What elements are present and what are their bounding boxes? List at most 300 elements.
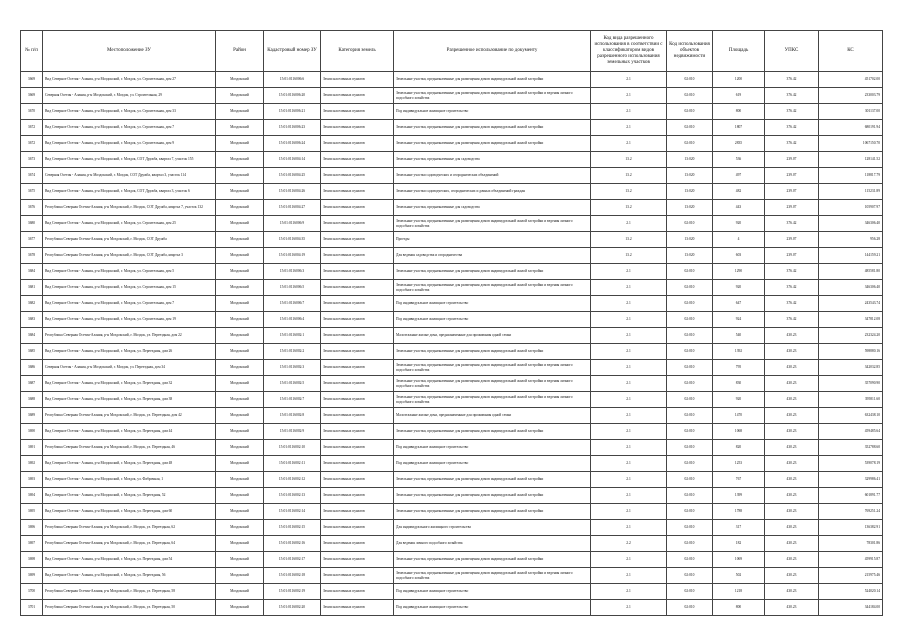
cell-col-upks: 376.42 (765, 104, 819, 120)
table-row (21, 504, 883, 520)
cell-col-ks: 632438.10 (819, 408, 883, 424)
cell-col-permitted-use: Под индивидуальное жилищное строительство (394, 312, 591, 328)
cell-col-area: 317 (713, 520, 765, 536)
cell-col-use-code: 13.2 (591, 184, 667, 200)
cell-col-use-code: 13.2 (591, 200, 667, 216)
cell-col-upks: 430.23 (765, 552, 819, 568)
cell-col-number: 3697 (21, 536, 43, 552)
cell-col-district: Моздокский (216, 232, 264, 248)
cell-col-upks: 430.23 (765, 376, 819, 392)
cell-col-use-code: 13.2 (591, 232, 667, 248)
cell-col-use-code: 2.1 (591, 600, 667, 616)
cell-col-land-category: Земли населенных пунктов (321, 312, 394, 328)
cell-col-ks: 144159.21 (819, 248, 883, 264)
cell-col-number: 3678 (21, 248, 43, 264)
table-row (21, 168, 883, 184)
cell-col-cadastral-number: 15:01:0116002:12 (264, 472, 321, 488)
cell-col-area: 536 (713, 152, 765, 168)
table-row (21, 216, 883, 232)
cell-col-property-code: 02:010 (667, 584, 713, 600)
cell-col-permitted-use: Земельные участки, предназначенные для садоводства (394, 152, 591, 168)
cell-col-permitted-use: Земельные участки, предназначенные для размещения домов индивидуальной жилой застройки и ведения личного подсобного хозяйства (394, 392, 591, 408)
cell-col-land-category: Земли населенных пунктов (321, 344, 394, 360)
table-row (21, 600, 883, 616)
cell-col-upks: 430.23 (765, 360, 819, 376)
table-row (21, 104, 883, 120)
column-header-col-land-category: Категория земель (321, 31, 394, 72)
cell-col-cadastral-number: 15:01:0116006:23 (264, 120, 321, 136)
cell-col-ks: 1067150.70 (819, 136, 883, 152)
cell-col-permitted-use: Для индивидуального жилищного строительства (394, 520, 591, 536)
cell-col-property-code: 02:010 (667, 88, 713, 104)
cell-col-number: 3686 (21, 360, 43, 376)
cell-col-ks: 598880.16 (819, 344, 883, 360)
cell-col-land-category: Земли населенных пунктов (321, 584, 394, 600)
cell-col-land-category: Земли населенных пунктов (321, 168, 394, 184)
cell-col-permitted-use: Земельные участки садоводческих, огороднических и дачных объединений граждан (394, 184, 591, 200)
cell-col-land-category: Земли населенных пунктов (321, 296, 394, 312)
cell-col-permitted-use: Под индивидуальное жилищное строительство (394, 584, 591, 600)
cell-col-area: 482 (713, 184, 765, 200)
cell-col-property-code: 02:010 (667, 120, 713, 136)
cell-col-location: Вид Северное Осетия - Алания, р-н Моздокский, г. Моздок, ул. Переездная, дом 38 (43, 392, 216, 408)
cell-col-cadastral-number: 15:01:0116002:11 (264, 456, 321, 472)
table-row (21, 376, 883, 392)
cell-col-property-code: 02:010 (667, 328, 713, 344)
cell-col-area: 800 (713, 600, 765, 616)
cell-col-use-code: 13.2 (591, 152, 667, 168)
cell-col-district: Моздокский (216, 88, 264, 104)
column-header-col-location: Местоположение ЗУ (43, 31, 216, 72)
cell-col-ks: 680191.94 (819, 120, 883, 136)
cell-col-upks: 376.42 (765, 216, 819, 232)
cell-col-cadastral-number: 15:01:0116002:3 (264, 360, 321, 376)
cell-col-permitted-use: Проезды (394, 232, 591, 248)
cell-col-location: Республика Северная Осетия-Алания, р-н Моздокский, г. Моздок, ул. Переездная, 46 (43, 440, 216, 456)
cell-col-property-code: 02:010 (667, 520, 713, 536)
cell-col-district: Моздокский (216, 456, 264, 472)
cell-col-land-category: Земли населенных пунктов (321, 88, 394, 104)
cell-col-property-code: 02:010 (667, 216, 713, 232)
cell-col-cadastral-number: 15:01:0116006:5 (264, 280, 321, 296)
cell-col-land-category: Земли населенных пунктов (321, 360, 394, 376)
cell-col-cadastral-number: 15:01:0116004:27 (264, 200, 321, 216)
cell-col-number: 3699 (21, 568, 43, 584)
cell-col-number: 3701 (21, 600, 43, 616)
cell-col-land-category: Земли населенных пунктов (321, 440, 394, 456)
cell-col-land-category: Земли населенных пунктов (321, 216, 394, 232)
cell-col-property-code: 13:020 (667, 200, 713, 216)
cell-col-area: 1399 (713, 488, 765, 504)
cell-col-land-category: Земли населенных пунктов (321, 456, 394, 472)
cell-col-location: Вид Северное Осетия - Алания, р-н Моздокский, г. Моздок, ул. Строительная, дом 7 (43, 120, 216, 136)
cell-col-cadastral-number: 15:01:0116002:5 (264, 376, 321, 392)
cell-col-property-code: 02:010 (667, 104, 713, 120)
cell-col-upks: 430.23 (765, 344, 819, 360)
cell-col-permitted-use: Земельные участки, предназначенные для размещения домов индивидуальной жилой застройки (394, 136, 591, 152)
cell-col-ks: 342032.85 (819, 360, 883, 376)
cell-col-land-category: Земли населенных пунктов (321, 248, 394, 264)
cell-col-cadastral-number: 15:01:0116004:14 (264, 152, 321, 168)
cell-col-area: 767 (713, 472, 765, 488)
cell-col-district: Моздокский (216, 488, 264, 504)
cell-col-ks: 451702.00 (819, 72, 883, 88)
cell-col-number: 3670 (21, 104, 43, 120)
cell-col-upks: 430.23 (765, 600, 819, 616)
cell-col-area: 920 (713, 392, 765, 408)
table-row (21, 360, 883, 376)
table-row (21, 440, 883, 456)
table-row (21, 520, 883, 536)
cell-col-cadastral-number: 15:01:0116002:8 (264, 408, 321, 424)
cell-col-number: 3688 (21, 392, 43, 408)
cell-col-use-code: 2.1 (591, 456, 667, 472)
cell-col-property-code: 02:010 (667, 600, 713, 616)
cell-col-location: Вид Северное Осетия - Алания, р-н Моздокский, г. Моздок, ул. Переездная, дом 44 (43, 424, 216, 440)
cell-col-property-code: 02:010 (667, 440, 713, 456)
cell-col-ks: 956.28 (819, 232, 883, 248)
cell-col-area: 830 (713, 376, 765, 392)
table-row (21, 456, 883, 472)
cell-col-property-code: 02:010 (667, 456, 713, 472)
cell-col-permitted-use: Земельные участки, предназначенные для размещения домов индивидуальной жилой застройки и ведения личного подсобного хозяйства (394, 88, 591, 104)
cell-col-district: Моздокский (216, 216, 264, 232)
cell-col-cadastral-number: 15:01:0116002:19 (264, 584, 321, 600)
cell-col-area: 820 (713, 440, 765, 456)
cell-col-ks: 344184.00 (819, 600, 883, 616)
cell-col-number: 3693 (21, 472, 43, 488)
table-row (21, 120, 883, 136)
cell-col-cadastral-number: 15:01:0116002:18 (264, 568, 321, 584)
cell-col-area: 4 (713, 232, 765, 248)
column-header-col-cadastral-number: Кадастровый номер ЗУ (264, 31, 321, 72)
cell-col-upks: 430.23 (765, 456, 819, 472)
cell-col-area: 1807 (713, 120, 765, 136)
cell-col-ks: 347812.08 (819, 312, 883, 328)
cell-col-area: 540 (713, 328, 765, 344)
cell-col-ks: 301137.00 (819, 104, 883, 120)
cell-col-property-code: 02:010 (667, 472, 713, 488)
cell-col-permitted-use: Земельные участки, предназначенные для размещения домов индивидуальной жилой застройки (394, 72, 591, 88)
cell-col-location: Республика Северная Осетия-Алания, р-н Моздокский, г. Моздок, ул. Переездная, дом 42 (43, 408, 216, 424)
cell-col-district: Моздокский (216, 504, 264, 520)
cell-col-cadastral-number: 15:01:0116002:15 (264, 520, 321, 536)
cell-col-number: 3696 (21, 520, 43, 536)
table-row (21, 136, 883, 152)
cell-col-use-code: 2.1 (591, 88, 667, 104)
cell-col-location: Вид Северное Осетия - Алания, р-н Моздокский, г. Моздок, ул. Строительная, дом 33 (43, 104, 216, 120)
cell-col-location: Республика Северная Осетия-Алания, р-н Моздокский, г. Моздок, ул. Переездная, 50 (43, 600, 216, 616)
cell-col-land-category: Земли населенных пунктов (321, 328, 394, 344)
cell-col-number: 3680 (21, 216, 43, 232)
cell-col-number: 3683 (21, 312, 43, 328)
cell-col-cadastral-number: 15:01:0116006:9 (264, 216, 321, 232)
cell-col-ks: 346306.40 (819, 280, 883, 296)
cell-col-land-category: Земли населенных пунктов (321, 264, 394, 280)
table-row (21, 488, 883, 504)
cell-col-permitted-use: Земельные участки, предназначенные для размещения домов индивидуальной жилой застройки (394, 344, 591, 360)
cell-col-property-code: 02:010 (667, 312, 713, 328)
cell-col-land-category: Земли населенных пунктов (321, 504, 394, 520)
cell-col-area: 1392 (713, 344, 765, 360)
cell-col-area: 1788 (713, 504, 765, 520)
cell-col-district: Моздокский (216, 344, 264, 360)
cell-col-ks: 524020.14 (819, 584, 883, 600)
cell-col-land-category: Земли населенных пунктов (321, 472, 394, 488)
cell-col-land-category: Земли населенных пунктов (321, 200, 394, 216)
cell-col-upks: 239.07 (765, 184, 819, 200)
cell-col-cadastral-number: 15:01:0116002:13 (264, 488, 321, 504)
cell-col-area: 1200 (713, 72, 765, 88)
cell-col-land-category: Земли населенных пунктов (321, 424, 394, 440)
table-row (21, 200, 883, 216)
cell-col-cadastral-number: 15:01:0116006:20 (264, 88, 321, 104)
table-row (21, 232, 883, 248)
cell-col-cadastral-number: 15:01:0116002:1 (264, 328, 321, 344)
cell-col-permitted-use: Земельные участки, предназначенные для размещения домов индивидуальной жилой застройки (394, 120, 591, 136)
cell-col-upks: 376.42 (765, 264, 819, 280)
cell-col-property-code: 02:010 (667, 504, 713, 520)
cell-col-land-category: Земли населенных пунктов (321, 376, 394, 392)
cell-col-area: 647 (713, 296, 765, 312)
cell-col-number: 3687 (21, 376, 43, 392)
cell-col-area: 920 (713, 216, 765, 232)
cell-col-area: 920 (713, 280, 765, 296)
cell-col-land-category: Земли населенных пунктов (321, 552, 394, 568)
cell-col-permitted-use: Малоэтажные жилые дома, предназначенные для проживания одной семьи (394, 328, 591, 344)
cell-col-property-code: 02:010 (667, 408, 713, 424)
cell-col-use-code: 2.1 (591, 72, 667, 88)
cell-col-location: Вид Северное Осетия - Алания, р-н Моздокский, г. Моздок, ул. Строительная, дом 9 (43, 136, 216, 152)
cell-col-ks: 118817.79 (819, 168, 883, 184)
cell-col-location: Вид Северное Осетия - Алания, р-н Моздокский, г. Моздок, ул. Переездная, 52 (43, 488, 216, 504)
cell-col-land-category: Земли населенных пунктов (321, 232, 394, 248)
cell-col-use-code: 2.1 (591, 440, 667, 456)
cell-col-ks: 232324.20 (819, 328, 883, 344)
cell-col-number: 3691 (21, 440, 43, 456)
cell-col-district: Моздокский (216, 264, 264, 280)
cell-col-area: 1290 (713, 264, 765, 280)
cell-col-district: Моздокский (216, 376, 264, 392)
cell-col-district: Моздокский (216, 280, 264, 296)
cell-col-ks: 539078.19 (819, 456, 883, 472)
cell-col-use-code: 2.1 (591, 584, 667, 600)
cell-col-upks: 430.23 (765, 392, 819, 408)
cell-col-district: Моздокский (216, 104, 264, 120)
cell-col-upks: 430.23 (765, 520, 819, 536)
cell-col-ks: 459485.64 (819, 424, 883, 440)
cell-col-cadastral-number: 15:01:0116006:4 (264, 312, 321, 328)
cell-col-cadastral-number: 15:01:0116002:14 (264, 504, 321, 520)
column-header-col-area: Площадь (713, 31, 765, 72)
cell-col-use-code: 2.1 (591, 264, 667, 280)
cell-col-land-category: Земли населенных пунктов (321, 184, 394, 200)
cell-col-district: Моздокский (216, 248, 264, 264)
table-header-row (21, 31, 883, 72)
column-header-col-upks: УПКС (765, 31, 819, 72)
cell-col-permitted-use: Под индивидуальное жилищное строительство (394, 456, 591, 472)
cell-col-district: Моздокский (216, 312, 264, 328)
cell-col-district: Моздокский (216, 360, 264, 376)
cell-col-ks: 601891.77 (819, 488, 883, 504)
cell-col-area: 182 (713, 536, 765, 552)
cell-col-use-code: 2.1 (591, 280, 667, 296)
cell-col-land-category: Земли населенных пунктов (321, 120, 394, 136)
cell-col-land-category: Земли населенных пунктов (321, 536, 394, 552)
cell-col-upks: 430.23 (765, 440, 819, 456)
cell-col-location: Вид Северное Осетия - Алания, р-н Моздокский, г. Моздок, ул. Строительная, дом 25 (43, 216, 216, 232)
cell-col-upks: 430.23 (765, 408, 819, 424)
cell-col-number: 3695 (21, 504, 43, 520)
cell-col-district: Моздокский (216, 328, 264, 344)
cell-col-upks: 239.07 (765, 152, 819, 168)
cell-col-use-code: 2.1 (591, 360, 667, 376)
cell-col-number: 3690 (21, 424, 43, 440)
cell-col-upks: 430.23 (765, 536, 819, 552)
cell-col-permitted-use: Для ведения садоводства и огородничества (394, 248, 591, 264)
cell-col-upks: 376.42 (765, 72, 819, 88)
cell-col-number: 3684 (21, 328, 43, 344)
cell-col-number: 3669 (21, 72, 43, 88)
cell-col-upks: 376.42 (765, 88, 819, 104)
cadastral-value-table (20, 30, 883, 616)
cell-col-district: Моздокский (216, 536, 264, 552)
cell-col-area: 619 (713, 88, 765, 104)
cell-col-area: 603 (713, 248, 765, 264)
cell-col-property-code: 02:010 (667, 296, 713, 312)
cell-col-number: 3672 (21, 136, 43, 152)
cell-col-use-code: 2.1 (591, 104, 667, 120)
cell-col-use-code: 2.1 (591, 328, 667, 344)
cell-col-land-category: Земли населенных пунктов (321, 152, 394, 168)
cell-col-ks: 78301.86 (819, 536, 883, 552)
cell-col-upks: 239.07 (765, 200, 819, 216)
cell-col-district: Моздокский (216, 72, 264, 88)
cell-col-permitted-use: Земельные участки, предназначенные для размещения домов индивидуальной жилой застройки (394, 424, 591, 440)
cell-col-use-code: 2.2 (591, 536, 667, 552)
cell-col-upks: 430.23 (765, 584, 819, 600)
cell-col-number: 3676 (21, 200, 43, 216)
table-row (21, 88, 883, 104)
cell-col-location: Вид Северное Осетия - Алания, р-н Моздокский, г. Моздок, ул. Переездная, дом 60 (43, 504, 216, 520)
cell-col-area: 795 (713, 360, 765, 376)
cell-col-land-category: Земли населенных пунктов (321, 280, 394, 296)
cell-col-property-code: 02:010 (667, 392, 713, 408)
cell-col-area: 1470 (713, 408, 765, 424)
cell-col-area: 1068 (713, 424, 765, 440)
cell-col-use-code: 2.1 (591, 136, 667, 152)
cell-col-district: Моздокский (216, 296, 264, 312)
cell-col-location: Вид Северное Осетия - Алания, р-н Моздокский, г. Моздок, ул. Переездная, дом 32 (43, 376, 216, 392)
cell-col-district: Моздокский (216, 184, 264, 200)
cell-col-ks: 115231.89 (819, 184, 883, 200)
table-row (21, 152, 883, 168)
cell-col-use-code: 2.1 (591, 120, 667, 136)
cell-col-land-category: Земли населенных пунктов (321, 72, 394, 88)
cell-col-permitted-use: Земельные участки, предназначенные для садоводства (394, 200, 591, 216)
cell-col-land-category: Земли населенных пунктов (321, 392, 394, 408)
cell-col-upks: 376.42 (765, 312, 819, 328)
cell-col-use-code: 13.2 (591, 168, 667, 184)
cell-col-location: Республика Северная Осетия-Алания, р-н Моздокский, г. Моздок, СОТ Дружба (43, 232, 216, 248)
cell-col-ks: 329986.41 (819, 472, 883, 488)
cell-col-ks: 136382.91 (819, 520, 883, 536)
cell-col-location: Республика Северная Осетия-Алания, р-н Моздокский, г. Моздок, ул. Переездная, 64 (43, 536, 216, 552)
cell-col-number: 3685 (21, 344, 43, 360)
table-row (21, 552, 883, 568)
cell-col-district: Моздокский (216, 472, 264, 488)
cell-col-number: 3677 (21, 232, 43, 248)
cell-col-ks: 352788.60 (819, 440, 883, 456)
cell-col-cadastral-number: 15:01:0116004:25 (264, 168, 321, 184)
cell-col-location: Республика Северная Осетия-Алания, р-н Моздокский, г. Моздок, СОТ Дружба, квартал 7, участок 132 (43, 200, 216, 216)
cell-col-permitted-use: Земельные участки, предназначенные для размещения домов индивидуальной жилой застройки (394, 552, 591, 568)
cell-col-land-category: Земли населенных пунктов (321, 520, 394, 536)
cell-col-upks: 430.23 (765, 568, 819, 584)
cell-col-use-code: 2.1 (591, 392, 667, 408)
cell-col-upks: 239.07 (765, 168, 819, 184)
cell-col-location: Республика Северная Осетия-Алания, р-н Моздокский, г. Моздок, ул. Переездная, 58 (43, 584, 216, 600)
cell-col-permitted-use: Земельные участки, предназначенные для размещения домов индивидуальной жилой застройки и ведения личного подсобного хозяйства (394, 376, 591, 392)
cell-col-cadastral-number: 15:01:0116004:26 (264, 184, 321, 200)
cell-col-permitted-use: Земельные участки, предназначенные для размещения домов индивидуальной жилой застройки и ведения личного подсобного хозяйства (394, 568, 591, 584)
cell-col-property-code: 02:010 (667, 488, 713, 504)
cell-col-district: Моздокский (216, 392, 264, 408)
cell-col-property-code: 02:010 (667, 264, 713, 280)
cell-col-district: Моздокский (216, 168, 264, 184)
cell-col-permitted-use: Земельные участки, предназначенные для размещения домов индивидуальной жилой застройки (394, 504, 591, 520)
cell-col-ks: 215975.46 (819, 568, 883, 584)
cell-col-upks: 376.42 (765, 136, 819, 152)
cell-col-use-code: 2.1 (591, 472, 667, 488)
cell-col-use-code: 2.1 (591, 216, 667, 232)
table-row (21, 408, 883, 424)
cell-col-use-code: 2.1 (591, 296, 667, 312)
table-row (21, 248, 883, 264)
cell-col-ks: 233003.79 (819, 88, 883, 104)
cell-col-ks: 105907.97 (819, 200, 883, 216)
cell-col-permitted-use: Земельные участки, предназначенные для размещения домов индивидуальной жилой застройки (394, 264, 591, 280)
cell-col-district: Моздокский (216, 408, 264, 424)
cell-col-upks: 239.07 (765, 232, 819, 248)
cell-col-area: 497 (713, 168, 765, 184)
cell-col-location: Вид Северное Осетия - Алания, р-н Моздокский, г. Моздок, ул. Строительная, дом 5 (43, 264, 216, 280)
cell-col-number: 3698 (21, 552, 43, 568)
cell-col-ks: 769251.24 (819, 504, 883, 520)
cell-col-cadastral-number: 15:01:0116006:24 (264, 136, 321, 152)
table-row (21, 312, 883, 328)
cell-col-ks: 346306.40 (819, 216, 883, 232)
cell-col-permitted-use: Земельные участки, предназначенные для размещения домов индивидуальной жилой застройки (394, 488, 591, 504)
cell-col-ks: 395811.60 (819, 392, 883, 408)
cell-col-number: 3700 (21, 584, 43, 600)
cell-col-cadastral-number: 15:01:0116004:35 (264, 232, 321, 248)
cell-col-district: Моздокский (216, 200, 264, 216)
cell-col-property-code: 02:010 (667, 536, 713, 552)
column-header-col-permitted-use: Разрешенное использование по документу (394, 31, 591, 72)
cell-col-cadastral-number: 15:01:0116006:6 (264, 72, 321, 88)
cell-col-upks: 430.23 (765, 424, 819, 440)
cell-col-location: Вид Северное Осетия - Алания, р-н Моздокский, г. Моздок, СОТ Дружба, квартал 7, участок 155 (43, 152, 216, 168)
cell-col-permitted-use: Земельные участки, предназначенные для размещения домов индивидуальной жилой застройки (394, 472, 591, 488)
cell-col-permitted-use: Для ведения личного подсобного хозяйства (394, 536, 591, 552)
cell-col-use-code: 2.1 (591, 408, 667, 424)
cell-col-cadastral-number: 15:01:0116006:3 (264, 264, 321, 280)
cell-col-location: Вид Северное Осетия - Алания, р-н Моздокский, г. Моздок, ул. Строительная, дом 19 (43, 312, 216, 328)
cell-col-district: Моздокский (216, 136, 264, 152)
cell-col-upks: 376.42 (765, 120, 819, 136)
cell-col-permitted-use: Под индивидуальное жилищное строительство (394, 440, 591, 456)
